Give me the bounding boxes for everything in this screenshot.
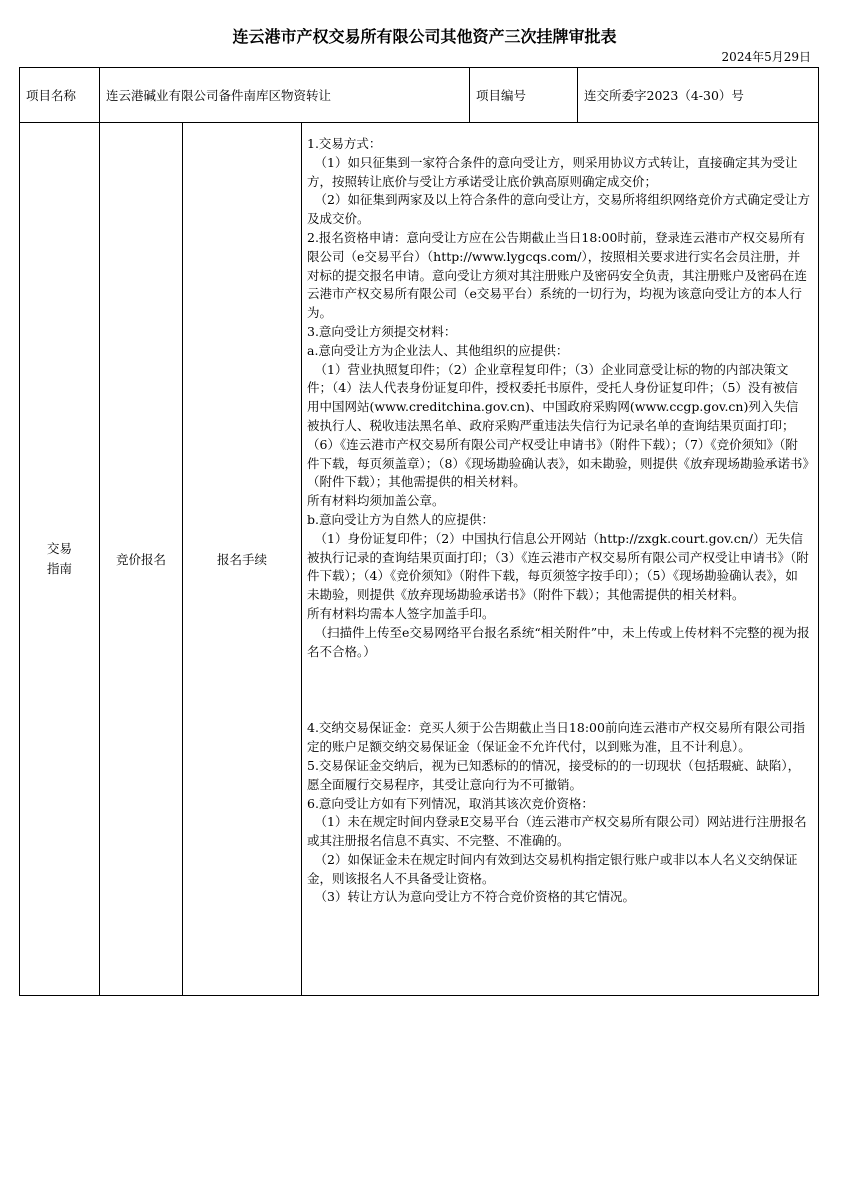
project-no-value: 连交所委字2023（4-30）号 <box>578 68 819 123</box>
guide-para: （2）如征集到两家及以上符合条件的意向受让方，交易所将组织网络竞价方式确定受让方及成交价。 <box>307 192 810 227</box>
guide-para: 3.意向受让方须提交材料： <box>307 323 457 339</box>
guide-para: b.意向受让方为自然人的应提供： <box>307 511 494 527</box>
guide-para: 所有材料均须加盖公章。 <box>307 493 445 509</box>
guide-para: a.意向受让方为企业法人、其他组织的应提供： <box>307 342 569 358</box>
guide-row <box>20 123 819 996</box>
project-name-value: 连云港碱业有限公司备件南库区物资转让 <box>100 68 470 123</box>
guide-para: 2.报名资格申请：意向受让方应在公告期截止当日18:00时前，登录连云港市产权交易所有限公司（e交易平台）（http://www.lygcqs.com/），按照相关要求进行实名会员注册，并对标的提交报名申请。意向受让方须对其注册账户及密码安全负责，其注册账户及密码在连云港市产权交易所有限公司（e交易平台）系统的一切行为，均视为该意向受让方的本人行为。 <box>307 229 808 321</box>
guide-para: （1）未在规定时间内登录E交易平台（连云港市产权交易所有限公司）网站进行注册报名或其注册报名信息不真实、不完整、不准确的。 <box>307 814 807 849</box>
guide-para: （1）如只征集到一家符合条件的意向受让方，则采用协议方式转让，直接确定其为受让方，按照转让底价与受让方承诺受让底价孰高原则确定成交价； <box>307 154 798 189</box>
document-title: 连云港市产权交易所有限公司其他资产三次挂牌审批表 <box>232 27 617 46</box>
guide-para: （2）如保证金未在规定时间内有效到达交易机构指定银行账户或非以本人名义交纳保证金，则该报名人不具备受让资格。 <box>307 851 798 886</box>
blank-gap <box>307 661 810 719</box>
guide-para: 4.交纳交易保证金：竞买人须于公告期截止当日18:00前向连云港市产权交易所有限公司指定的账户足额交纳交易保证金（保证金不允许代付，以到账为准，且不计利息）。 <box>307 720 805 755</box>
guide-para: 1.交易方式： <box>307 136 382 151</box>
bidding-registration-label: 竞价报名 <box>100 123 183 996</box>
guide-para: 5.交易保证金交纳后，视为已知悉标的的情况，接受标的的一切现状（包括瑕疵、缺陷），愿全面履行交易程序，其受让意向行为不可撤销。 <box>307 757 801 792</box>
header-row <box>20 68 819 123</box>
guide-para: （1）身份证复印件；（2）中国执行信息公开网站（http://zxgk.court.gov.cn/）无失信被执行记录的查询结果页面打印；（3）《连云港市产权交易所有限公司产权受让申请书》（附件下载）；（4）《竞价须知》（附件下载，每页须签字按手印）；（5）《现场勘验确认表》，如未勘验，则提供《放弃现场勘验承诺书》（附件下载）；其他需提供的相关材料。 <box>307 530 809 603</box>
document-date: 2024年5月29日 <box>721 50 811 64</box>
approval-form-table <box>19 67 819 996</box>
registration-procedure-label: 报名手续 <box>183 123 302 996</box>
guide-para: （扫描件上传至e交易网络平台报名系统“相关附件”中，未上传或上传材料不完整的视为报名不合格。） <box>307 624 810 659</box>
trade-guide-label <box>20 123 100 996</box>
trade-guide-line-2: 指南 <box>46 561 72 576</box>
project-no-label: 项目编号 <box>470 68 578 123</box>
guide-para: （3）转让方认为意向受让方不符合竞价资格的其它情况。 <box>314 889 635 905</box>
guide-content <box>302 123 819 996</box>
guide-para: 6.意向受让方如有下列情况，取消其该次竞价资格： <box>307 795 594 811</box>
trade-guide-line-1: 交易 <box>46 541 72 556</box>
project-name-label: 项目名称 <box>20 68 100 123</box>
guide-para: （1）营业执照复印件；（2）企业章程复印件；（3）企业同意受让标的物的内部决策文件；（4）法人代表身份证复印件，授权委托书原件，受托人身份证复印件；（5）没有被信用中国网站(www.creditchina.gov.cn)、中国政府采购网(www.ccgp.gov.cn)列入失信被执行人、税收违法黑名单、政府采购严重违法失信行为记录名单的查询结果页面打印；（6）《连云港市产权交易所有限公司产权受让申请书》（附件下载）；（7）《竞价须知》（附件下载，每页须盖章）；（8）《现场勘验确认表》，如未勘验，则提供《放弃现场勘验承诺书》（附件下载）；其他需提供的相关材料。 <box>307 361 809 490</box>
guide-para: 所有材料均需本人签字加盖手印。 <box>307 605 495 621</box>
